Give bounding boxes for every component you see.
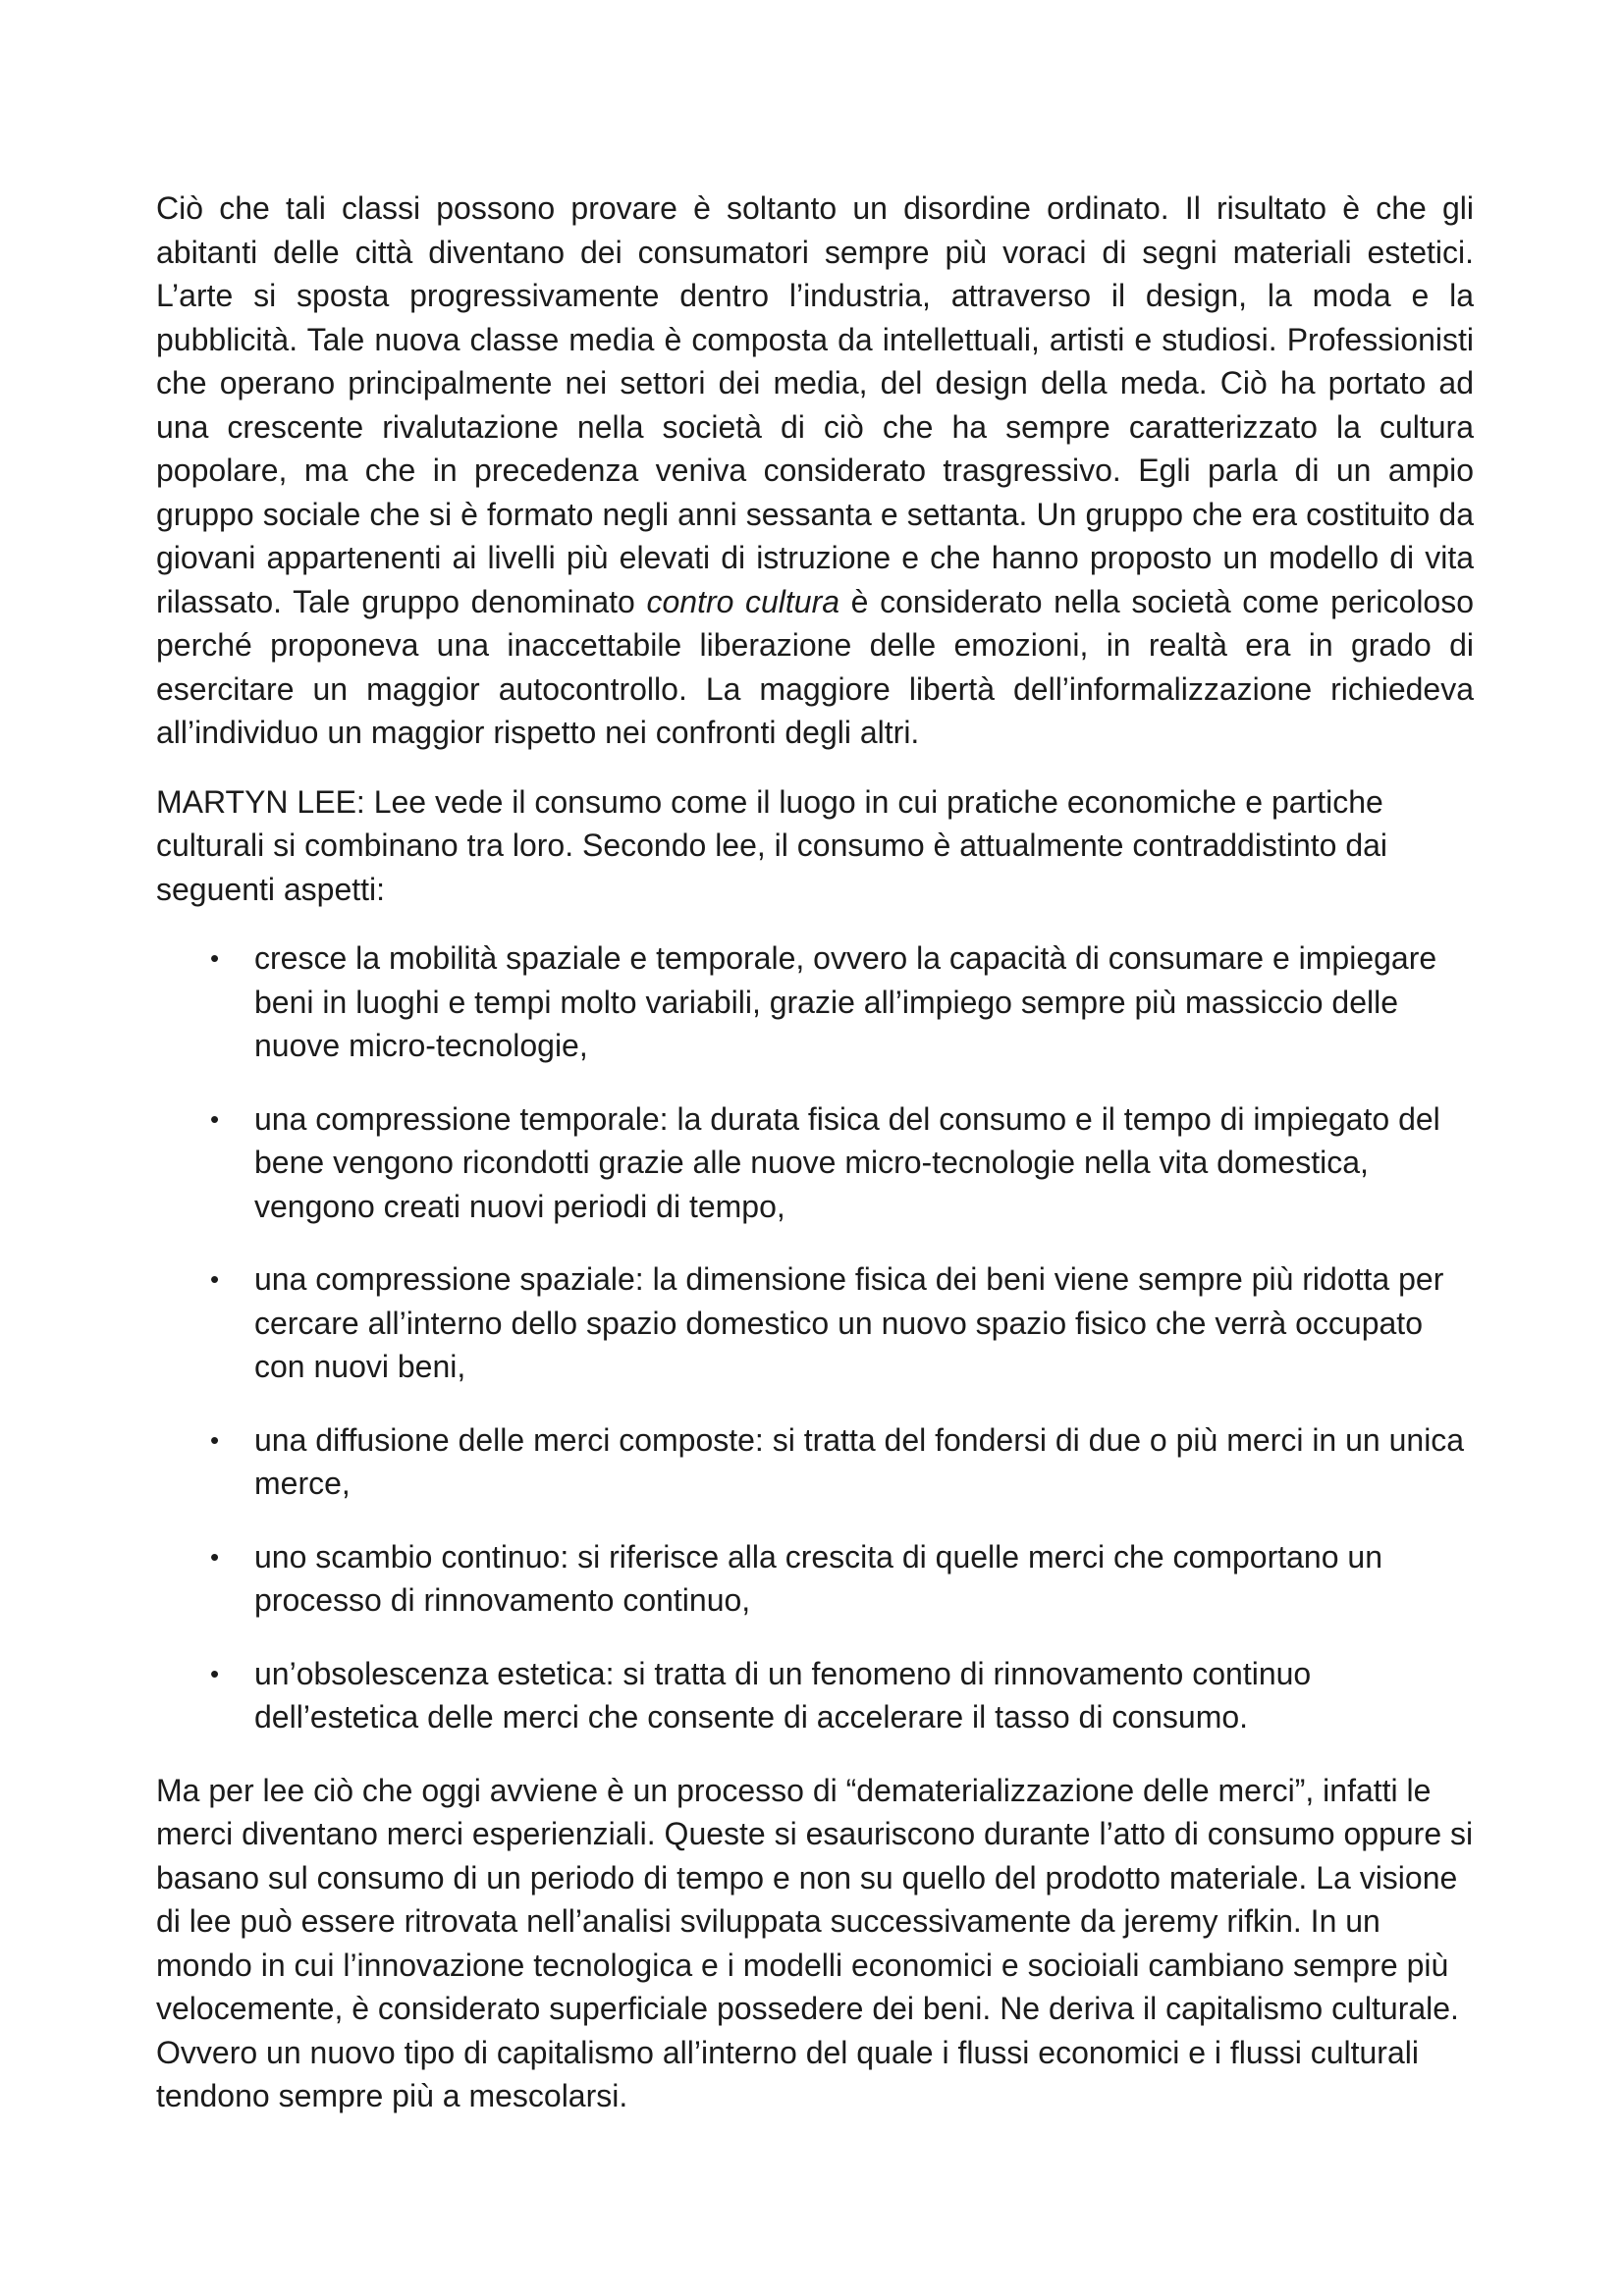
document-body xyxy=(156,187,1474,2118)
list-item xyxy=(156,1097,1474,1229)
list-item xyxy=(156,1652,1474,1739)
paragraph-2: MARTYN LEE: Lee vede il consumo come il luogo in cui pratiche economiche e partiche culturali si combinano tra loro. Secondo lee, il consumo è attualmente contraddistinto dai seguenti aspetti: xyxy=(156,783,1388,907)
bullet-list xyxy=(156,936,1474,1739)
bullet-icon: • xyxy=(210,1103,220,1134)
bullet-icon: • xyxy=(210,1658,220,1688)
list-item xyxy=(156,1257,1474,1389)
paragraph-1-part-1: Ciò che tali classi possono provare è soltanto un disordine ordinato. Il risultato è che gli abitanti delle città diventano dei consumatori sempre più voraci di segni materiali estetici. L’arte si sposta progressivamente dentro l’industria, attraverso il design, la moda e la pubblicità. Tale nuova classe media è composta da intellettuali, artisti e studiosi. Professionisti che operano principalmente nei settori dei media, del design della meda. Ciò ha portato ad una crescente rivalutazione nella società di ciò che ha sempre caratterizzato la cultura popolare, ma che in precedenza veniva considerato trasgressivo. Egli parla di un ampio gruppo sociale che si è formato negli anni sessanta e settanta. Un gruppo che era costituito da giovani appartenenti ai livelli più elevati di istruzione e che hanno proposto un modello di vita rilassato. Tale gruppo denominato xyxy=(156,190,1474,619)
list-item-text: un’obsolescenza estetica: si tratta di un fenomeno di rinnovamento continuo dell’estetica delle merci che consente di accelerare il tasso di consumo. xyxy=(254,1655,1312,1735)
list-item-text: cresce la mobilità spaziale e temporale, ovvero la capacità di consumare e impiegare beni in luoghi e tempi molto variabili, grazie all’impiego sempre più massiccio delle nuove micro-tecnologie, xyxy=(254,940,1437,1063)
paragraph-3: Ma per lee ciò che oggi avviene è un processo di “dematerializzazione delle merci”, infatti le merci diventano merci esperienziali. Queste si esauriscono durante l’atto di consumo oppure si basano sul consumo di un periodo di tempo e non su quello del prodotto materiale. La visione di lee può essere ritrovata nell’analisi sviluppata successivamente da jeremy rifkin. In un mondo in cui l’innovazione tecnologica e i modelli economici e socioiali cambiano sempre più velocemente, è considerato superficiale possedere dei beni. Ne deriva il capitalismo culturale. Ovvero un nuovo tipo di capitalismo all’interno del quale i flussi economici e i flussi culturali tendono sempre più a mescolarsi. xyxy=(156,1772,1474,2113)
list-item-text: una diffusione delle merci composte: si tratta del fondersi di due o più merci in un unica merce, xyxy=(254,1421,1465,1501)
paragraph-1-italic-term: contro cultura xyxy=(646,583,840,619)
list-item-text: una compressione spaziale: la dimensione fisica dei beni viene sempre più ridotta per cercare all’interno dello spazio domestico un nuovo spazio fisico che verrà occupato con nuovi beni, xyxy=(254,1261,1444,1384)
list-item xyxy=(156,1535,1474,1623)
list-item-text: una compressione temporale: la durata fisica del consumo e il tempo di impiegato del bene vengono ricondotti grazie alle nuove micro-tecnologie nella vita domestica, vengono creati nuovi periodi di tempo, xyxy=(254,1100,1440,1224)
bullet-icon: • xyxy=(210,1264,220,1294)
list-item xyxy=(156,1418,1474,1506)
paragraph-1 xyxy=(156,187,1474,755)
list-item-text: uno scambio continuo: si riferisce alla crescita di quelle merci che comportano un processo di rinnovamento continuo, xyxy=(254,1538,1382,1618)
bullet-icon: • xyxy=(210,943,220,973)
bullet-icon: • xyxy=(210,1424,220,1455)
bullet-icon: • xyxy=(210,1541,220,1572)
list-item xyxy=(156,936,1474,1068)
paragraph-1-part-2: è considerato nella società come pericoloso perché proponeva una inaccettabile liberazione delle emozioni, in realtà era in grado di esercitare un maggior autocontrollo. La maggiore libertà dell’informalizzazione richiedeva all’individuo un maggior rispetto nei confronti degli altri. xyxy=(156,583,1475,750)
